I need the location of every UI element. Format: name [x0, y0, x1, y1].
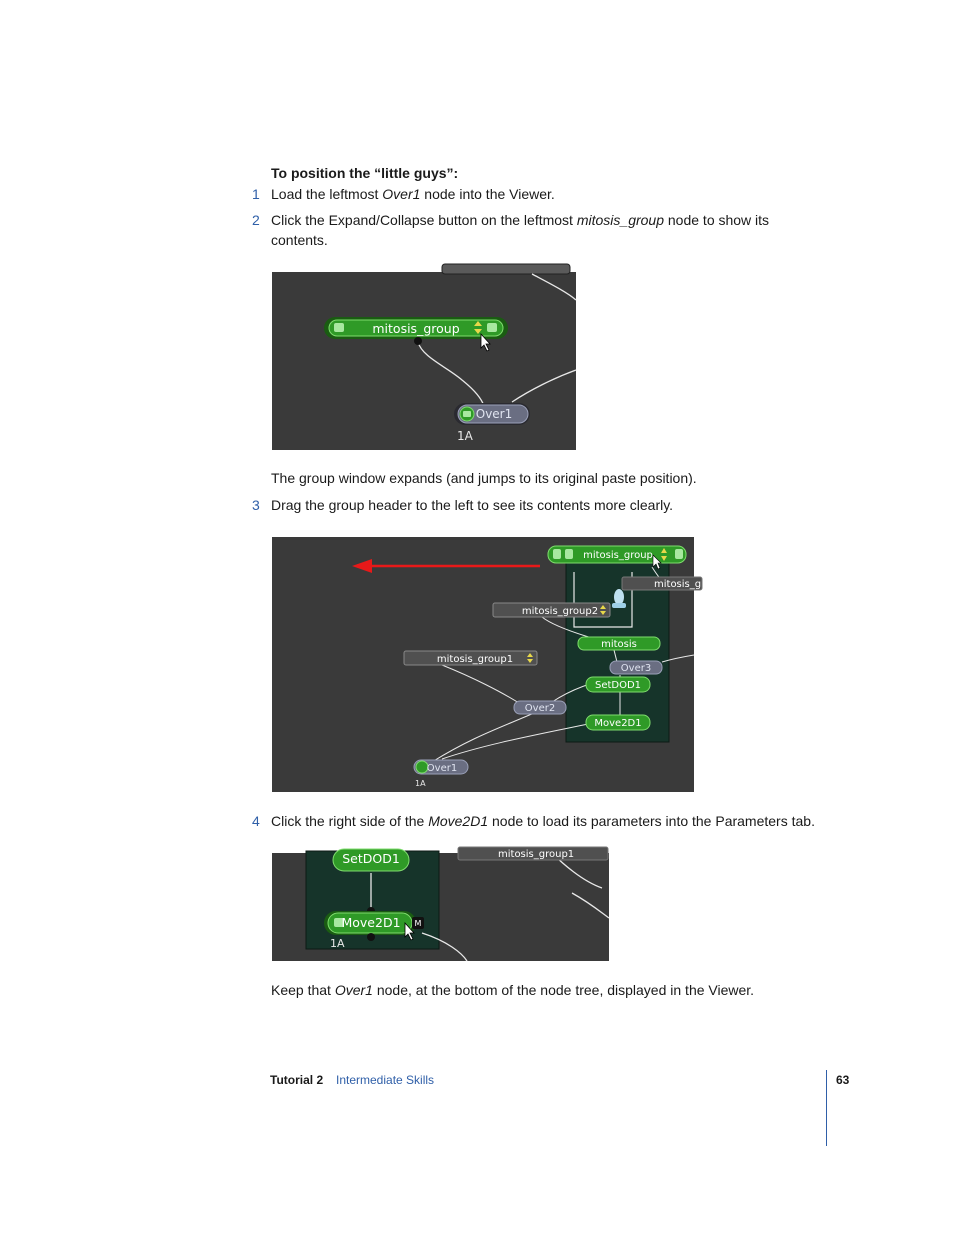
step-number-1: 1	[252, 186, 260, 202]
fig3-move-label: Move2D1	[341, 915, 401, 930]
fig2-over3-label: Over3	[620, 663, 652, 674]
paragraph-keep-over1: Keep that Over1 node, at the bottom of the node tree, displayed in the Viewer.	[271, 982, 755, 998]
fig2-group2-label: mitosis_group2	[521, 606, 599, 617]
page-number: 63	[836, 1073, 850, 1087]
figure-2-screenshot	[272, 537, 702, 792]
fig2-move-label: Move2D1	[594, 718, 642, 729]
step-number-2: 2	[252, 212, 260, 228]
step-number-4: 4	[252, 813, 260, 829]
footer-tutorial: Tutorial 2	[270, 1073, 324, 1087]
step-3-text: Drag the group header to the left to see its contents more clearly.	[271, 497, 674, 513]
step-4-text: Click the right side of the Move2D1 node to load its parameters into the Parameters tab.	[271, 813, 815, 829]
fig1-group-label: mitosis_group	[372, 321, 460, 336]
fig3-view-label: 1A	[330, 937, 345, 950]
fig3-setdod-label: SetDOD1	[342, 851, 400, 866]
fig2-over2-label: Over2	[524, 703, 556, 714]
arrow-head-icon	[352, 559, 372, 573]
person-icon	[614, 589, 624, 605]
footer-divider	[826, 1070, 827, 1146]
figure-3-screenshot	[272, 849, 609, 961]
fig3-m-label: M	[414, 919, 422, 928]
fig1-over-label: Over1	[475, 407, 513, 421]
figure-1-screenshot	[272, 272, 576, 450]
fig2-group1-label: mitosis_group1	[436, 654, 514, 665]
step-1-text: Load the leftmost Over1 node into the Viewer.	[271, 186, 555, 202]
fig2-group-cut-label: mitosis_g	[654, 579, 702, 590]
step-2-text: Click the Expand/Collapse button on the leftmost mitosis_group node to show its	[271, 212, 770, 228]
fig3-group-cut-label: mitosis_group1	[498, 849, 575, 860]
fig2-over1-label: Over1	[426, 763, 458, 774]
fig2-group-label: mitosis_group	[583, 550, 653, 561]
fig1-view-label: 1A	[457, 429, 473, 443]
fig2-view-label: 1A	[415, 779, 426, 788]
fig2-setdod-label: SetDOD1	[594, 680, 642, 691]
step-number-3: 3	[252, 497, 260, 513]
paragraph-group-expands: The group window expands (and jumps to its original paste position).	[271, 470, 697, 486]
footer-chapter[interactable]: Intermediate Skills	[336, 1073, 435, 1087]
fig2-mitosis-label: mitosis	[601, 639, 637, 650]
step-2-text-line2: contents.	[271, 232, 328, 248]
section-heading: To position the “little guys”:	[271, 165, 459, 181]
